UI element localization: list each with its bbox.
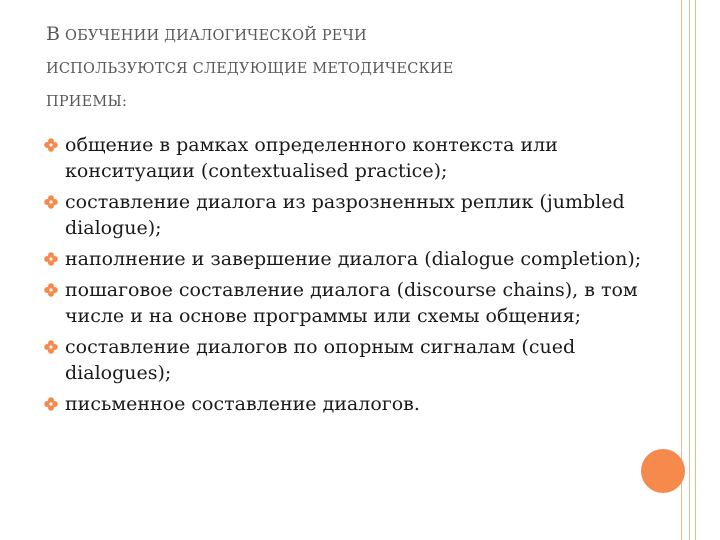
orange-flower-icon	[44, 283, 58, 297]
list-item	[44, 189, 644, 241]
bullet-text: наполнение и завершение диалога (dialogue completion);	[65, 248, 642, 270]
list-item	[44, 246, 644, 272]
decorative-circle	[641, 449, 685, 493]
list-item	[44, 277, 644, 329]
bullet-text: пошаговое составление диалога (discourse chains), в том числе и на основе программы или схемы общения;	[65, 279, 638, 327]
list-item	[44, 132, 644, 184]
orange-flower-icon	[44, 195, 58, 209]
bullet-list	[44, 132, 644, 422]
slide-title	[46, 18, 656, 119]
frame-line	[695, 0, 696, 540]
list-item	[44, 391, 644, 417]
orange-flower-icon	[44, 138, 58, 152]
title-line-1	[46, 18, 656, 53]
list-item	[44, 334, 644, 386]
title-line-3: ПРИЕМЫ:	[46, 94, 128, 110]
bullet-text: письменное составление диалогов.	[65, 393, 420, 415]
bullet-text: составление диалога из разрозненных реплик (jumbled dialogue);	[65, 191, 625, 239]
frame-line	[689, 0, 690, 540]
title-capital: В	[46, 23, 61, 45]
orange-flower-icon	[44, 340, 58, 354]
orange-flower-icon	[44, 397, 58, 411]
title-line-2: ИСПОЛЬЗУЮТСЯ СЛЕДУЮЩИЕ МЕТОДИЧЕСКИЕ	[46, 61, 454, 77]
orange-flower-icon	[44, 252, 58, 266]
title-line-1-text: ОБУЧЕНИИ ДИАЛОГИЧЕСКОЙ РЕЧИ	[60, 28, 367, 44]
bullet-text: составление диалогов по опорным сигналам (cued dialogues);	[65, 336, 576, 384]
bullet-text: общение в рамках определенного контекста или конситуации (contextualised practice);	[65, 134, 558, 182]
